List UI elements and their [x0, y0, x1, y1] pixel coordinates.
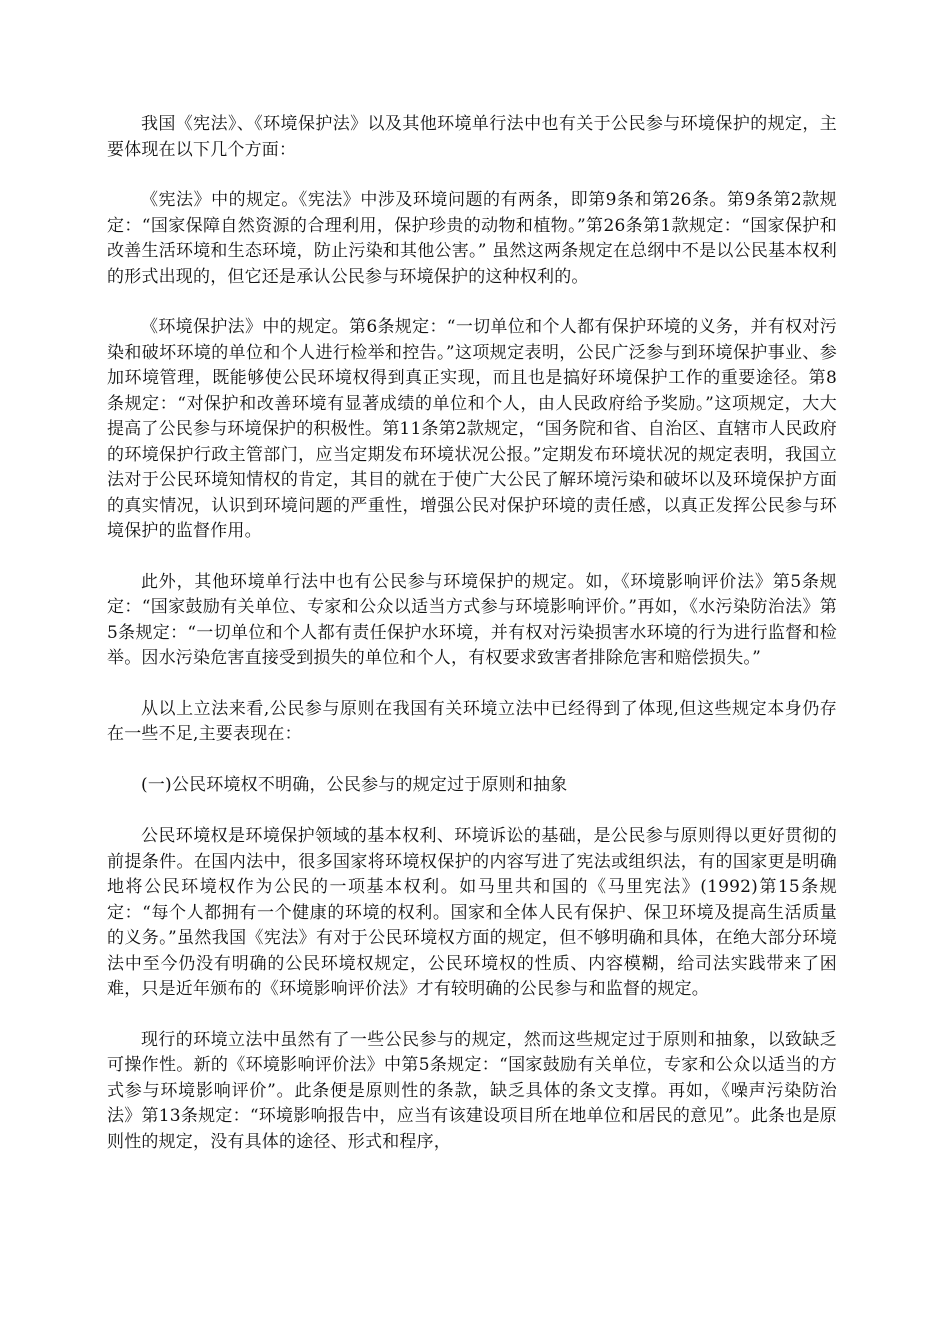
section-heading-1: (一)公民环境权不明确，公民参与的规定过于原则和抽象 [141, 774, 568, 795]
paragraph-current-legislation: 现行的环境立法中虽然有了一些公民参与的规定，然而这些规定过于原则和抽象，以致缺乏可操作性。新的《环境影响评价法》中第5条规定：“国家鼓励有关单位，专家和公众以适当的方式参与环境影响评价”。此条便是原则性的条款，缺乏具体的条文支撑。再如，《噪声污染防治法》第13条规定：“环境影响报告中，应当有该建设项目所在地单位和居民的意见”。此条也是原则性的规定，没有具体的途径、形式和程序， [107, 1029, 837, 1152]
paragraph-environmental-right: 公民环境权是环境保护领域的基本权利、环境诉讼的基础，是公民参与原则得以更好贯彻的前提条件。在国内法中，很多国家将环境权保护的内容写进了宪法或组织法，有的国家更是明确地将公民环境权作为公民的一项基本权利。如马里共和国的《马里宪法》(1992)第15条规定：“每个人都拥有一个健康的环境的权利。国家和全体人民有保护、保卫环境及提高生活质量的义务。”虽然我国《宪法》有对于公民环境权方面的规定，但不够明确和具体，在绝大部分环境法中至今仍没有明确的公民环境权规定，公民环境权的性质、内容模糊，给司法实践带来了困难，只是近年颁布的《环境影响评价法》才有较明确的公民参与和监督的规定。 [107, 826, 837, 999]
paragraph-constitution: 《宪法》中的规定。《宪法》中涉及环境问题的有两条，即第9条和第26条。第9条第2款规定：“国家保障自然资源的合理利用，保护珍贵的动物和植物。”第26条第1款规定：“国家保护和改善生活环境和生态环境，防止污染和其他公害。” 虽然这两条规定在总纲中不是以公民基本权利的形式出现的，但它还是承认公民参与环境保护的这种权利的。 [107, 190, 837, 287]
paragraph-shortcomings: 从以上立法来看,公民参与原则在我国有关环境立法中已经得到了体现,但这些规定本身仍存在一些不足,主要表现在： [107, 698, 837, 744]
paragraph-intro: 我国《宪法》、《环境保护法》以及其他环境单行法中也有关于公民参与环境保护的规定，主要体现在以下几个方面： [107, 114, 837, 160]
document-page [107, 112, 837, 1180]
paragraph-other-laws: 此外，其他环境单行法中也有公民参与环境保护的规定。如，《环境影响评价法》第5条规定：“国家鼓励有关单位、专家和公众以适当方式参与环境影响评价。”再如，《水污染防治法》第5条规定：“一切单位和个人都有责任保护水环境，并有权对污染损害水环境的行为进行监督和检举。因水污染危害直接受到损失的单位和个人，有权要求致害者排除危害和赔偿损失。” [107, 571, 837, 668]
paragraph-environmental-protection-law: 《环境保护法》中的规定。第6条规定：“一切单位和个人都有保护环境的义务，并有权对污染和破坏环境的单位和个人进行检举和控告。”这项规定表明，公民广泛参与到环境保护事业、参加环境管理，既能够使公民环境权得到真正实现，而且也是搞好环境保护工作的重要途径。第8条规定：“对保护和改善环境有显著成绩的单位和个人，由人民政府给予奖励。”这项规定，大大提高了公民参与环境保护的积极性。第11条第2款规定，“国务院和省、自治区、直辖市人民政府的环境保护行政主管部门，应当定期发布环境状况公报。”定期发布环境状况的规定表明，我国立法对于公民环境知情权的肯定，其目的就在于使广大公民了解环境污染和破坏以及环境保护方面的真实情况，认识到环境问题的严重性，增强公民对保护环境的责任感，以真正发挥公民参与环境保护的监督作用。 [107, 317, 837, 541]
